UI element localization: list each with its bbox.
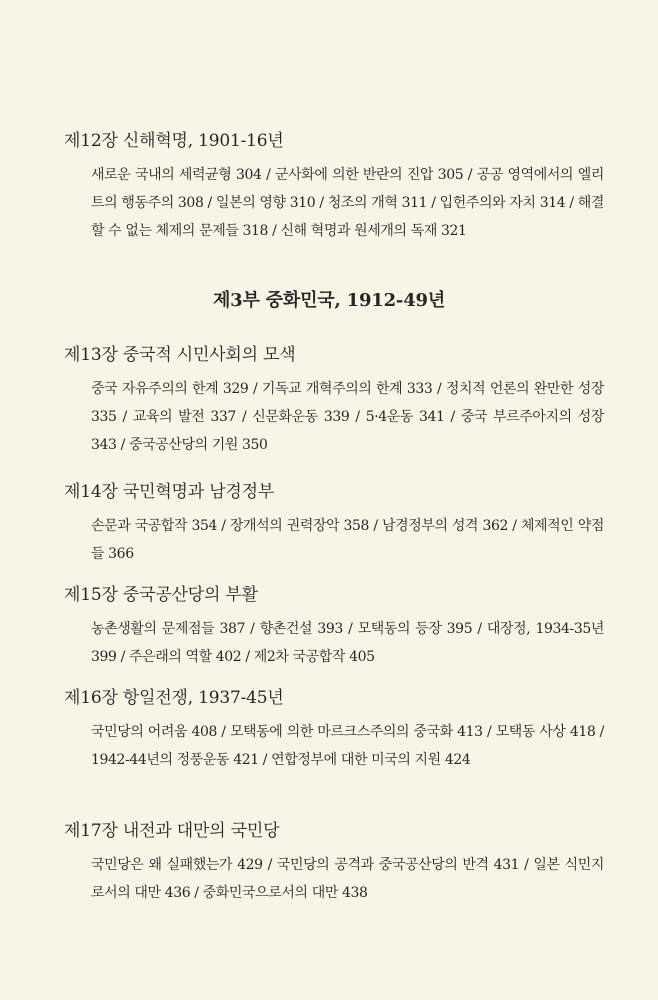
toc-entry: 손문과 국공합작 354 /	[91, 518, 230, 534]
chapter-17	[64, 820, 604, 907]
chapter-title: 제17장 내전과 대만의 국민당	[64, 821, 280, 841]
toc-entry: 국민당의 공격과 중국공산당의 반격 431 /	[277, 857, 534, 873]
chapter-15	[64, 584, 604, 671]
toc-entry: 연합정부에 대한 미국의 지원 424	[271, 752, 471, 768]
chapter-16	[64, 687, 604, 774]
chapter-title: 제16장 항일전쟁, 1937-45년	[64, 688, 284, 708]
toc-entry: 공공 영역에서의 엘리트의 행동주의 308 /	[91, 167, 604, 211]
toc-entry: 중국공산당의 기원 350	[128, 437, 268, 453]
toc-entry: 입헌주의와 자치 314 /	[440, 195, 578, 211]
toc-entry: 일본 식민지로서의 대만 436 /	[91, 857, 604, 901]
chapter-title: 제12장 신해혁명, 1901-16년	[64, 131, 284, 151]
toc-entry: 장개석의 권력장악 358 /	[230, 518, 382, 534]
toc-entry: 일본의 영향 310 /	[216, 195, 328, 211]
toc-entry: 청조의 개혁 311 /	[328, 195, 440, 211]
toc-entry: 모택동 사상 418 /	[496, 724, 604, 740]
toc-entry: 신해 혁명과 원세개의 독재 321	[280, 223, 467, 239]
chapter-entries	[91, 161, 604, 245]
toc-entry: 향촌건설 393 /	[260, 621, 358, 637]
toc-entry: 국민당의 어려움 408 /	[91, 724, 230, 740]
toc-entry: 정치적 언론의 완만한 성장 335 /	[91, 381, 604, 425]
chapter-12	[64, 130, 604, 245]
toc-entry: 제2차 국공합작 405	[253, 649, 375, 665]
chapter-title: 제14장 국민혁명과 남경정부	[64, 482, 275, 502]
toc-entry: 남경정부의 성격 362 /	[382, 518, 521, 534]
chapter-14	[64, 481, 604, 568]
toc-entry: 1942-44년의 정풍운동 421 /	[91, 752, 271, 768]
chapter-entries	[91, 615, 604, 671]
chapter-title: 제13장 중국적 시민사회의 모색	[64, 345, 296, 365]
toc-entry: 주은래의 역할 402 /	[129, 649, 254, 665]
toc-entry: 중국 자유주의의 한계 329 /	[91, 381, 262, 397]
toc-entry: 새로운 국내의 세력균형 304 /	[91, 167, 275, 183]
toc-entry: 대장정, 1934-35년 399 /	[91, 621, 604, 665]
toc-entry: 모택동에 의한 마르크스주의의 중국화 413 /	[230, 724, 496, 740]
toc-entry: 국민당은 왜 실패했는가 429 /	[91, 857, 277, 873]
chapter-entries	[91, 718, 604, 774]
toc-entry: 체제적인 약점들 366	[91, 518, 604, 562]
chapter-title: 제15장 중국공산당의 부활	[64, 585, 258, 605]
chapter-entries	[91, 375, 604, 459]
chapter-13	[64, 344, 604, 459]
chapter-entries	[91, 851, 604, 907]
toc-entry: 5·4운동 341 /	[366, 409, 461, 425]
toc-entry: 교육의 발전 337 /	[133, 409, 252, 425]
part-title: 제3부 중화민국, 1912-49년	[212, 290, 446, 311]
toc-entry: 신문화운동 339 /	[252, 409, 365, 425]
toc-entry: 해결할 수 없는 체제의 문제들 318 /	[91, 195, 604, 239]
toc-entry: 군사화에 의한 반란의 진압 305 /	[275, 167, 477, 183]
toc-entry: 중화민국으로서의 대만 438	[202, 885, 368, 901]
toc-entry: 모택동의 등장 395 /	[358, 621, 487, 637]
toc-entry: 중국 부르주아지의 성장 343 /	[91, 409, 604, 453]
chapter-entries	[91, 512, 604, 568]
toc-entry: 기독교 개혁주의의 한계 333 /	[262, 381, 446, 397]
toc-entry: 농촌생활의 문제점들 387 /	[91, 621, 260, 637]
